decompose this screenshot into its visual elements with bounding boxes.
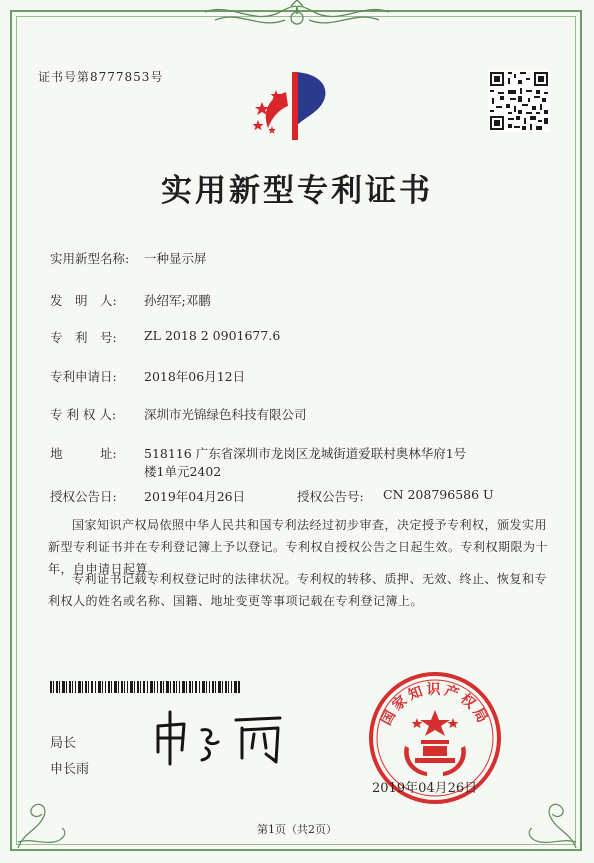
- patent-office-logo: [248, 62, 338, 142]
- barcode: [50, 681, 240, 693]
- field-value: 2019年04月26日: [144, 489, 246, 504]
- field-value: 一种显示屏: [144, 251, 207, 266]
- certificate-title: 实用新型专利证书: [161, 173, 433, 209]
- seal-text: 国家知识产权局: [378, 682, 492, 729]
- page-number: 第1页（共2页）: [257, 823, 337, 836]
- field-label: 专 利 号:: [50, 330, 117, 345]
- seal-date: 2019年04月26日: [372, 781, 478, 796]
- field-label: 专 利 权 人:: [50, 407, 117, 422]
- bottom-right-ornament: [520, 772, 580, 852]
- field-value: 2018年06月12日: [144, 369, 246, 384]
- body-paragraph-1: 国家知识产权局依照中华人民共和国专利法经过初步审查，决定授予专利权，颁发实用新型专利证书并在专利登记簿上予以登记。专利权自授权公告之日起生效。专利权期限为十年，自申请日起算。: [48, 518, 549, 576]
- field-value-line2: 楼1单元2402: [144, 464, 222, 479]
- field-value: ZL 2018 2 0901677.6: [144, 328, 281, 343]
- field-value: 518116 广东省深圳市龙岗区龙城街道爱联村奥林华府1号: [144, 446, 467, 461]
- bottom-left-ornament: [14, 772, 74, 852]
- field-value: CN 208796586 U: [383, 487, 494, 502]
- field-label: 授权公告号:: [297, 489, 364, 504]
- qr-code: [488, 70, 550, 132]
- field-label: 发 明 人:: [50, 293, 117, 308]
- certificate-number: 证书号第8777853号: [38, 70, 164, 84]
- field-label: 授权公告日:: [50, 489, 117, 504]
- signatory-title: 局长: [50, 736, 77, 751]
- field-label: 实用新型名称:: [50, 251, 130, 266]
- field-label: 专利申请日:: [50, 369, 117, 384]
- field-value: 孙绍军;邓鹏: [144, 293, 211, 308]
- handwritten-signature: [150, 708, 300, 768]
- signatory-name: 申长雨: [50, 762, 90, 777]
- body-paragraph-2: 专利证书记载专利权登记时的法律状况。专利权的转移、质押、无效、终止、恢复和专利权人的姓名或名称、国籍、地址变更等事项记载在专利登记簿上。: [48, 572, 548, 608]
- field-label: 地 址:: [50, 446, 117, 461]
- top-ornament: [0, 0, 594, 40]
- field-value: 深圳市光锦绿色科技有限公司: [144, 407, 307, 422]
